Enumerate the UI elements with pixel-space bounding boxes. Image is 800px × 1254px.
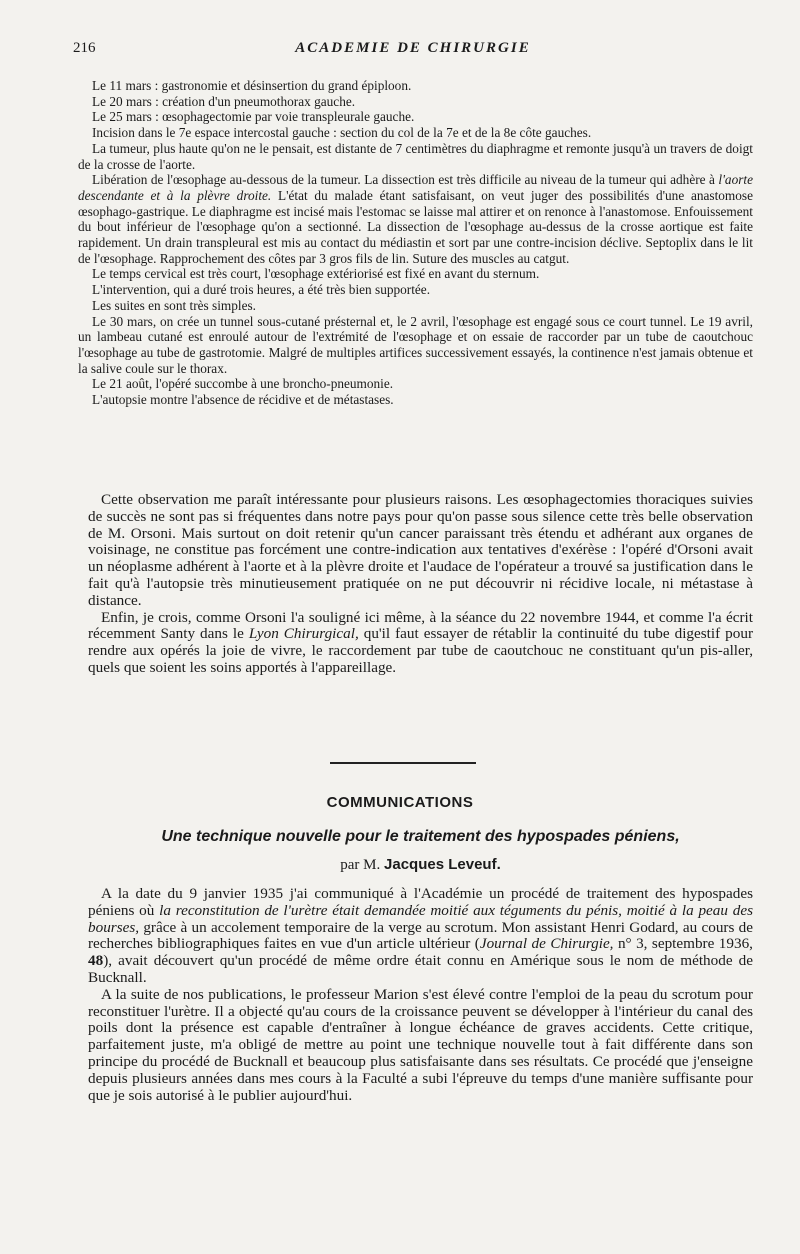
- italic-run: la reconstitution de l'urètre était demandée moitié aux téguments du pénis, moitié à la peau des bourses,: [88, 901, 753, 936]
- text-run: L'état du malade étant satisfaisant, on veut juger des possibilités d'une anastomose œsophago-gastrique. Le diaphragme est incisé mais l'estomac se laisse mal attirer et on renonce à l'anastomose. Enfouissement du bout inférieur de l'œsophage qu'on a sectionné. La dissection de l'œsophage au-dessus de la crosse aortique est faite rapidement. Un drain transpleural est mis au contact du médiastin et sort par une contre-incision déclive. Septoplix dans le lit de l'œsophage. Rapprochement des côtes par 3 gros fils de lin. Suture des muscles au catgut.: [78, 187, 753, 266]
- text-run: Libération de l'œsophage au-dessous de la tumeur. La dissection est très difficile au niveau de la tumeur qui adhère à: [92, 172, 719, 188]
- article-paragraph: [88, 886, 753, 987]
- case-paragraph: Le 11 mars : gastronomie et désinsertion du grand épiploon.: [92, 78, 412, 93]
- journal-title: ACADEMIE DE CHIRURGIE: [295, 40, 531, 56]
- case-report: [78, 78, 753, 408]
- section-title: COMMUNICATIONS: [326, 794, 474, 811]
- case-paragraph: Le 30 mars, on crée un tunnel sous-cutané présternal et, le 2 avril, l'œsophage est engagé sous ce court tunnel. Le 19 avril, un lambeau cutané est enroulé autour de l'extrémité de l'œsophage et on essaie de raccorder par un tube de caoutchouc l'œsophage au tube de gastrotomie. Malgré de multiples artifices successivement essayés, la continence n'est jamais obtenue et la salive coule sur le thorax.: [78, 313, 753, 376]
- running-head: [73, 40, 753, 62]
- case-paragraph: Incision dans le 7e espace intercostal gauche : section du col de la 7e et de la 8e côte gauches.: [92, 125, 592, 141]
- case-paragraph: Les suites en sont très simples.: [92, 297, 256, 313]
- author-line: [88, 856, 753, 874]
- text-run: qu'il faut essayer de rétablir la continuité du tube digestif pour rendre aux opérés la joie de vivre, le raccordement par tube de caoutchouc ne constituant qu'un pis-aller, quels que soient les soins apportés à l'appareillage.: [88, 625, 754, 676]
- text-run: A la date du 9 janvier 1935 j'ai communiqué à l'Académie un procédé de traitement des hypospades péniens où: [88, 885, 753, 919]
- case-paragraph: L'autopsie montre l'absence de récidive et de métastases.: [92, 392, 394, 408]
- article-body: [88, 886, 753, 1104]
- article-title: Une technique nouvelle pour le traitement des hypospades péniens,: [161, 828, 680, 845]
- page-number: 216: [73, 40, 96, 56]
- case-paragraph: Le 21 août, l'opéré succombe à une broncho-pneumonie.: [92, 376, 394, 392]
- text-run: ), avait découvert qu'un procédé de même ordre était connu en Amérique sous le nom de méthode de Bucknall.: [88, 952, 753, 986]
- text-run: n° 3, septembre 1936,: [613, 935, 753, 953]
- author-name: Jacques Leveuf.: [384, 856, 501, 873]
- section-divider: [330, 762, 476, 764]
- case-paragraph: [78, 172, 753, 266]
- case-paragraph: Le 20 mars : création d'un pneumothorax gauche.: [92, 93, 356, 109]
- case-paragraph: La tumeur, plus haute qu'on ne le pensait, est distante de 7 centimètres du diaphragme et remonte jusqu'à un travers de doigt de la crosse de l'aorte.: [78, 140, 753, 172]
- italic-run: Journal de Chirurgie,: [479, 935, 614, 953]
- commentary: [88, 492, 753, 677]
- text-run: Enfin, je crois, comme Orsoni l'a souligné ici même, à la séance du 22 novembre 1944, et comme l'a écrit récemment Santy dans le: [88, 608, 753, 643]
- author-prefix: par M.: [340, 857, 381, 873]
- volume-number: 48: [88, 952, 104, 970]
- text-run: grâce à un accolement temporaire de la verge au scrotum. Mon assistant Henri Godard, au cours de recherches bibliographiques faites en vue d'un article ultérieur (: [88, 918, 753, 953]
- commentary-paragraph: Cette observation me paraît intéressante pour plusieurs raisons. Les œsophagectomies thoraciques suivies de succès ne sont pas si fréquentes dans notre pays pour qu'on passe sous silence cette très belle observation de M. Orsoni. Mais surtout on doit retenir qu'un cancer paraissant très étendu et adhérant aux organes de voisinage, ne constitue pas forcément une contre-indication aux tentatives d'exérèse : l'opéré d'Orsoni avait un néoplasme adhérent à l'aorte et à la plèvre droite et l'audace de l'opérateur a trouvé sa justification dans le fait qu'à l'autopsie très minutieusement pratiquée on ne put découvrir ni récidive locale, ni métastase à distance.: [88, 491, 753, 609]
- commentary-paragraph: [88, 610, 753, 677]
- italic-run: Lyon Chirurgical,: [248, 625, 359, 643]
- italic-run: l'aorte descendante et à la plèvre droite.: [78, 172, 753, 203]
- case-paragraph: Le 25 mars : œsophagectomie par voie transpleurale gauche.: [92, 109, 415, 125]
- article-paragraph: A la suite de nos publications, le professeur Marion s'est élevé contre l'emploi de la peau du scrotum pour reconstituer l'urètre. Il a objecté qu'au cours de la croissance peuvent se développer à l'intérieur du canal des poils dont la présence est capable d'entraîner à longue échéance de graves accidents. Cette critique, parfaitement juste, m'a obligé de mettre au point une technique nouvelle tout à fait différente dans son principe du procédé de Bucknall et beaucoup plus satisfaisante dans ses résultats. Ce procédé que j'enseigne depuis plusieurs années dans mes cours à la Faculté a subi l'épreuve du temps d'une manière suffisante pour que je sois autorisé à le publier aujourd'hui.: [88, 985, 753, 1104]
- case-paragraph: Le temps cervical est très court, l'œsophage extériorisé est fixé en avant du sternum.: [92, 266, 540, 282]
- case-paragraph: L'intervention, qui a duré trois heures, a été très bien supportée.: [92, 282, 431, 298]
